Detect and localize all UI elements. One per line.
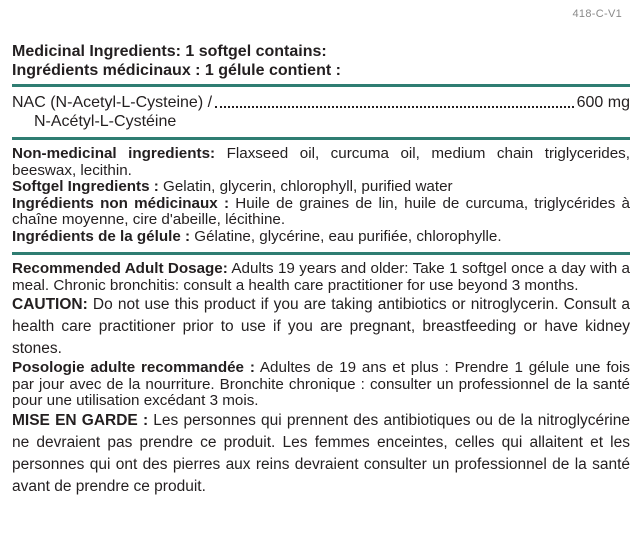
dot-leader — [215, 106, 574, 108]
caution-en: CAUTION: Do not use this product if you are taking antibiotics or nitroglycerin. Consult a health care practitioner prior to use if you are pregnant, breastfeeding or have kidney stones. — [12, 296, 630, 357]
caution-fr: MISE EN GARDE : Les personnes qui prennent des antibiotiques ou de la nitroglycérine ne devraient pas prendre ce produit. Les femmes enceintes, celles qui allaitent et les personnes qui ont des pierres aux reins devraient consulter un professionnel de la santé avant de prendre ce produit. — [12, 411, 630, 495]
gelule-ingredients-fr: Ingrédients de la gélule : Gélatine, glycérine, eau purifiée, chlorophylle. — [12, 227, 502, 245]
label-panel — [12, 42, 630, 498]
non-medicinal-fr: Ingrédients non médicinaux : Huile de graines de lin, huile de curcuma, triglycérides à chaîne moyenne, cire d'abeille, lécithine. — [12, 194, 631, 228]
divider — [12, 84, 630, 87]
ingredient-amount: 600 mg — [576, 94, 630, 111]
divider — [12, 252, 630, 255]
ingredient-name: NAC (N-Acetyl-L-Cysteine) / — [12, 94, 213, 111]
ingredient-row — [12, 93, 630, 112]
medicinal-heading-en: Medicinal Ingredients: 1 softgel contains: — [12, 43, 327, 60]
label-code: 418-C-V1 — [572, 8, 622, 20]
ingredient-name-fr: N-Acétyl-L-Cystéine — [34, 113, 177, 130]
dosage-fr: Posologie adulte recommandée : Adultes de 19 ans et plus : Prendre 1 gélule une fois par jour avec de la nourriture. Bronchite chronique : consulter un professionnel de la santé pour une utilisation excédant 3 mois. — [12, 359, 630, 409]
divider — [12, 137, 630, 140]
dosage-en: Recommended Adult Dosage: Adults 19 years and older: Take 1 softgel once a day with a meal. Chronic bronchitis: consult a health care practitioner for use beyond 3 months. — [12, 260, 630, 294]
softgel-ingredients-en: Softgel Ingredients : Gelatin, glycerin, chlorophyll, purified water — [12, 178, 453, 195]
medicinal-heading-fr: Ingrédients médicinaux : 1 gélule contient : — [12, 62, 341, 79]
non-medicinal-en: Non-medicinal ingredients: Flaxseed oil, curcuma oil, medium chain triglycerides, beeswax, lecithin. — [12, 145, 630, 179]
